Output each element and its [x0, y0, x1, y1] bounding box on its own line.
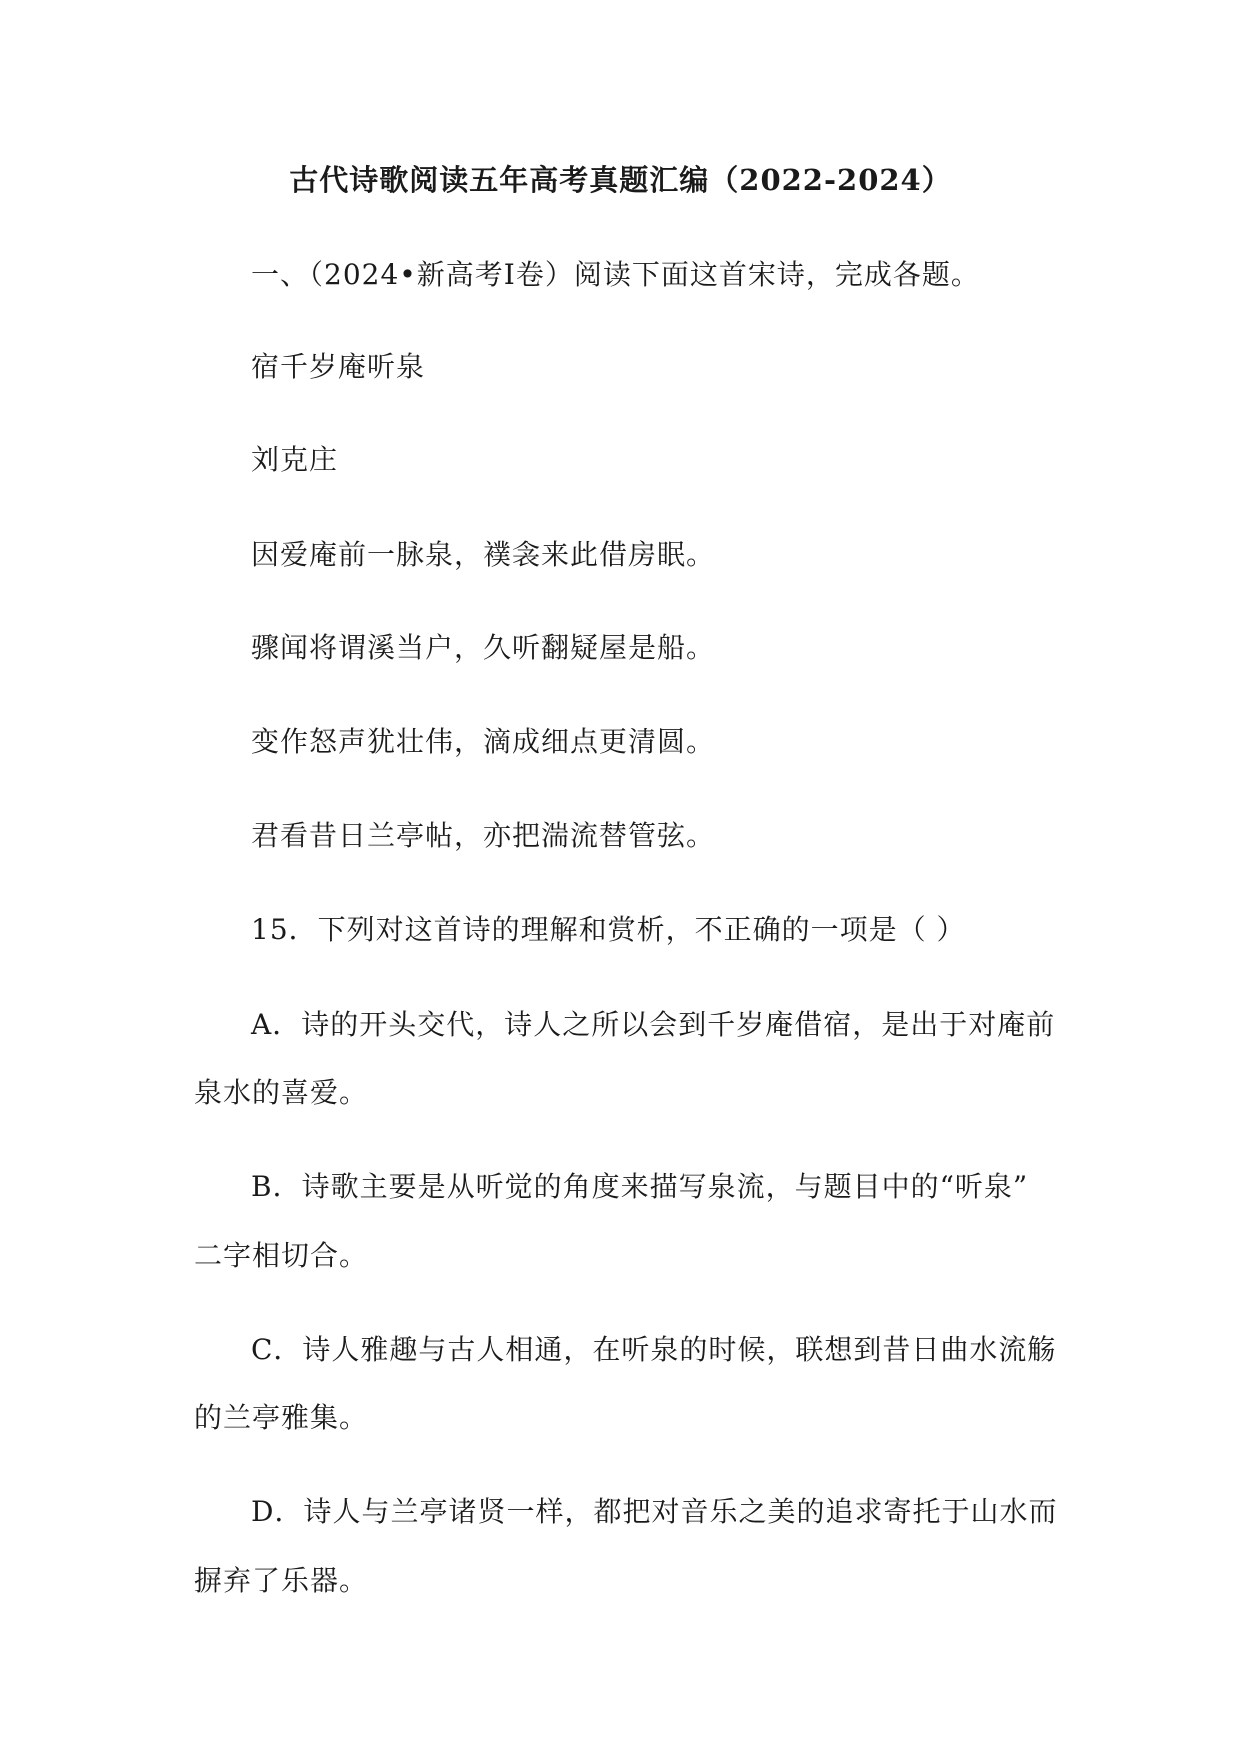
option-a-line2: 泉水的喜爱。 — [194, 1076, 369, 1109]
option-d-line1: D．诗人与兰亭诸贤一样，都把对音乐之美的追求寄托于山水而 — [251, 1495, 1058, 1528]
question-stem: 15．下列对这首诗的理解和赏析，不正确的一项是（ ） — [251, 913, 966, 946]
option-d-line2: 摒弃了乐器。 — [194, 1564, 369, 1597]
poem-title: 宿千岁庵听泉 — [251, 350, 426, 383]
poem-author: 刘克庄 — [251, 443, 339, 476]
document-title: 古代诗歌阅读五年高考真题汇编（2022-2024） — [289, 163, 952, 197]
poem-line: 骤闻将谓溪当户，久听翻疑屋是船。 — [251, 631, 716, 664]
option-b-line2: 二字相切合。 — [194, 1239, 369, 1272]
poem-line: 因爱庵前一脉泉，襆衾来此借房眠。 — [251, 538, 716, 571]
option-c-line2: 的兰亭雅集。 — [194, 1401, 369, 1434]
option-c-line1: C．诗人雅趣与古人相通，在听泉的时候，联想到昔日曲水流觞 — [251, 1333, 1057, 1366]
option-b-line1: B．诗歌主要是从听觉的角度来描写泉流，与题目中的“听泉” — [251, 1170, 1029, 1203]
section-intro: 一、（2024•新高考Ⅰ卷）阅读下面这首宋诗，完成各题。 — [251, 258, 980, 291]
poem-line: 君看昔日兰亭帖，亦把湍流替管弦。 — [251, 819, 716, 852]
option-a-line1: A．诗的开头交代，诗人之所以会到千岁庵借宿，是出于对庵前 — [251, 1008, 1056, 1041]
poem-line: 变作怒声犹壮伟，滴成细点更清圆。 — [251, 725, 716, 758]
